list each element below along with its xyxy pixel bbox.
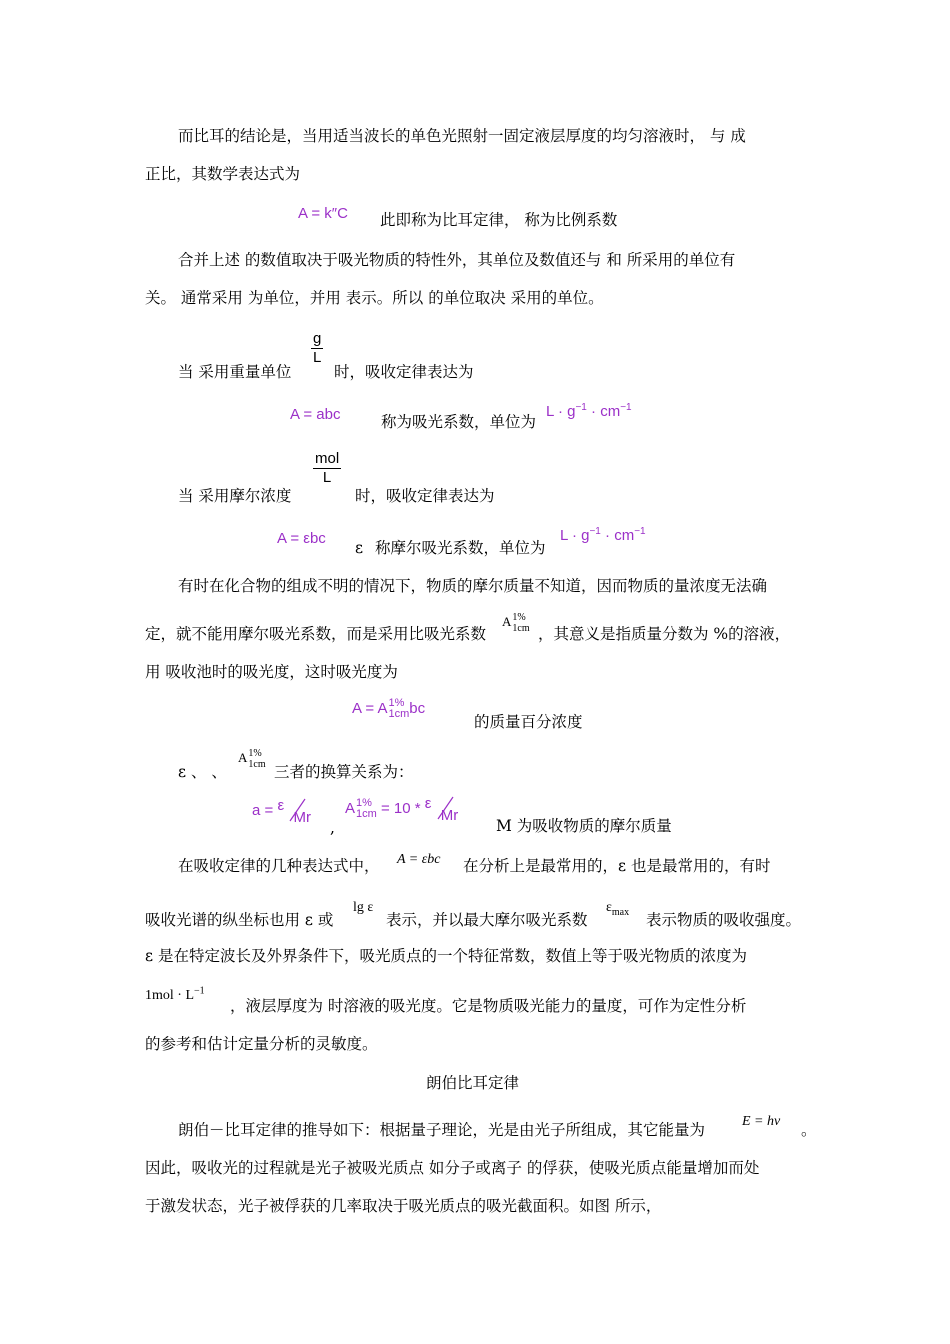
para19-line: 于激发状态，光子被俘获的几率取决于吸光质点的吸光截面积。如图 所示， [145,1197,662,1215]
para7-text: 称摩尔吸光系数，单位为 [375,539,546,557]
para13-b: 表示，并以最大摩尔吸光系数 [386,911,588,929]
para1-line2: 正比，其数学表达式为 [145,165,301,183]
para7-epsilon: ε [355,539,364,557]
formula-a1cm-eps-over-mr: A 1% 1cm = 10 * ε Mr [345,795,459,824]
conversion-comma: , [330,819,335,837]
formula-1mol-per-l: $1mol \cdot L^{-1}$ [145,985,205,1003]
para13-c: 表示物质的吸收强度。 [646,911,802,929]
formula-a-eps-over-mr: a = ε Mr [252,797,311,826]
para13-a: 吸收光谱的纵坐标也用 ε 或 [145,911,334,929]
para2-text: 此即称为比耳定律， 称为比例系数 [380,211,618,229]
para11-text: M 为吸收物质的摩尔质量 [496,817,672,835]
para6-tail: 时，吸收定律表达为 [355,487,495,505]
formula-ebc-italic: A = εbc [397,852,441,867]
para1-line1: 而比耳的结论是，当用适当波长的单色光照射一固定液层厚度的均匀溶液时， 与 成 [178,127,746,145]
para10-text: ε 、 、 [178,763,227,781]
para18-line: 因此，吸收光的过程就是光子被吸光质点 如分子或离子 的俘获，使吸光质点能量增加而处 [145,1159,760,1177]
para9-text: 的质量百分浓度 [474,713,583,731]
para17-a: 朗伯－比耳定律的推导如下：根据量子理论，光是由光子所组成，其它能量为 [178,1121,706,1139]
para4-tail: 时，吸收定律表达为 [334,363,474,381]
fraction-numerator: mol [315,450,340,467]
para12-b: 在分析上是最常用的，ε 也是最常用的，有时 [463,857,771,875]
formula-lg-epsilon: lg ε [353,900,374,915]
para17-b: 。 [801,1121,817,1139]
para16-line: 的参考和估计定量分析的灵敏度。 [145,1035,378,1053]
para8-line3: 用 吸收池时的吸光度，这时吸光度为 [145,663,398,681]
fraction-numerator: g [313,330,322,347]
para12-a: 在吸收定律的几种表达式中， [178,857,380,875]
para10-tail: 三者的换算关系为： [274,763,414,781]
unit-l-g-cm-1: $L \cdot g^{-1} \cdot cm^{-1}$ [546,402,632,420]
unit-l-g-cm-2: $L \cdot g^{-1} \cdot cm^{-1}$ [560,526,646,544]
formula-akc: A = k″C [298,205,348,222]
fraction-mol-over-l [313,450,341,487]
para8-line2b: ，其意义是指质量分数为 %的溶液， [538,625,791,643]
specific-absorbance-symbol-2: A 1% 1cm [238,748,266,771]
para15-b: ，液层厚度为 时溶液的吸光度。它是物质吸光能力的量度，可作为定性分析 [230,997,747,1015]
para8-line2a: 定，就不能用摩尔吸光系数，而是采用比吸光系数 [145,625,487,643]
specific-absorbance-symbol-1: A 1% 1cm [502,612,530,635]
para3-line2: 关。 通常采用 为单位，并用 表示。所以 的单位取决 采用的单位。 [145,289,604,307]
para4-text: 当 采用重量单位 [178,363,292,381]
formula-ebc: A = εbc [277,530,326,547]
formula-epsilon-max: $\varepsilon_{max}$ [606,900,630,918]
para8-line1: 有时在化合物的组成不明的情况下，物质的摩尔质量不知道，因而物质的量浓度无法确 [178,577,768,595]
para6-text: 当 采用摩尔浓度 [178,487,292,505]
fraction-denominator: L [313,349,322,366]
formula-a-1cm-bc: A = A 1% 1cm bc [352,697,426,720]
para3-line1: 合并上述 的数值取决于吸光物质的特性外，其单位及数值还与 和 所采用的单位有 [178,251,736,269]
fraction-denominator: L [322,469,332,486]
formula-e-hv: E = hν [742,1114,781,1129]
para14-line: ε 是在特定波长及外界条件下，吸光质点的一个特征常数，数值上等于吸光物质的浓度为 [145,947,747,965]
para5-text: 称为吸光系数，单位为 [381,413,537,431]
fraction-g-over-l [311,330,323,367]
formula-abc: A = abc [290,406,341,423]
section-heading: 朗伯比耳定律 [426,1074,520,1092]
